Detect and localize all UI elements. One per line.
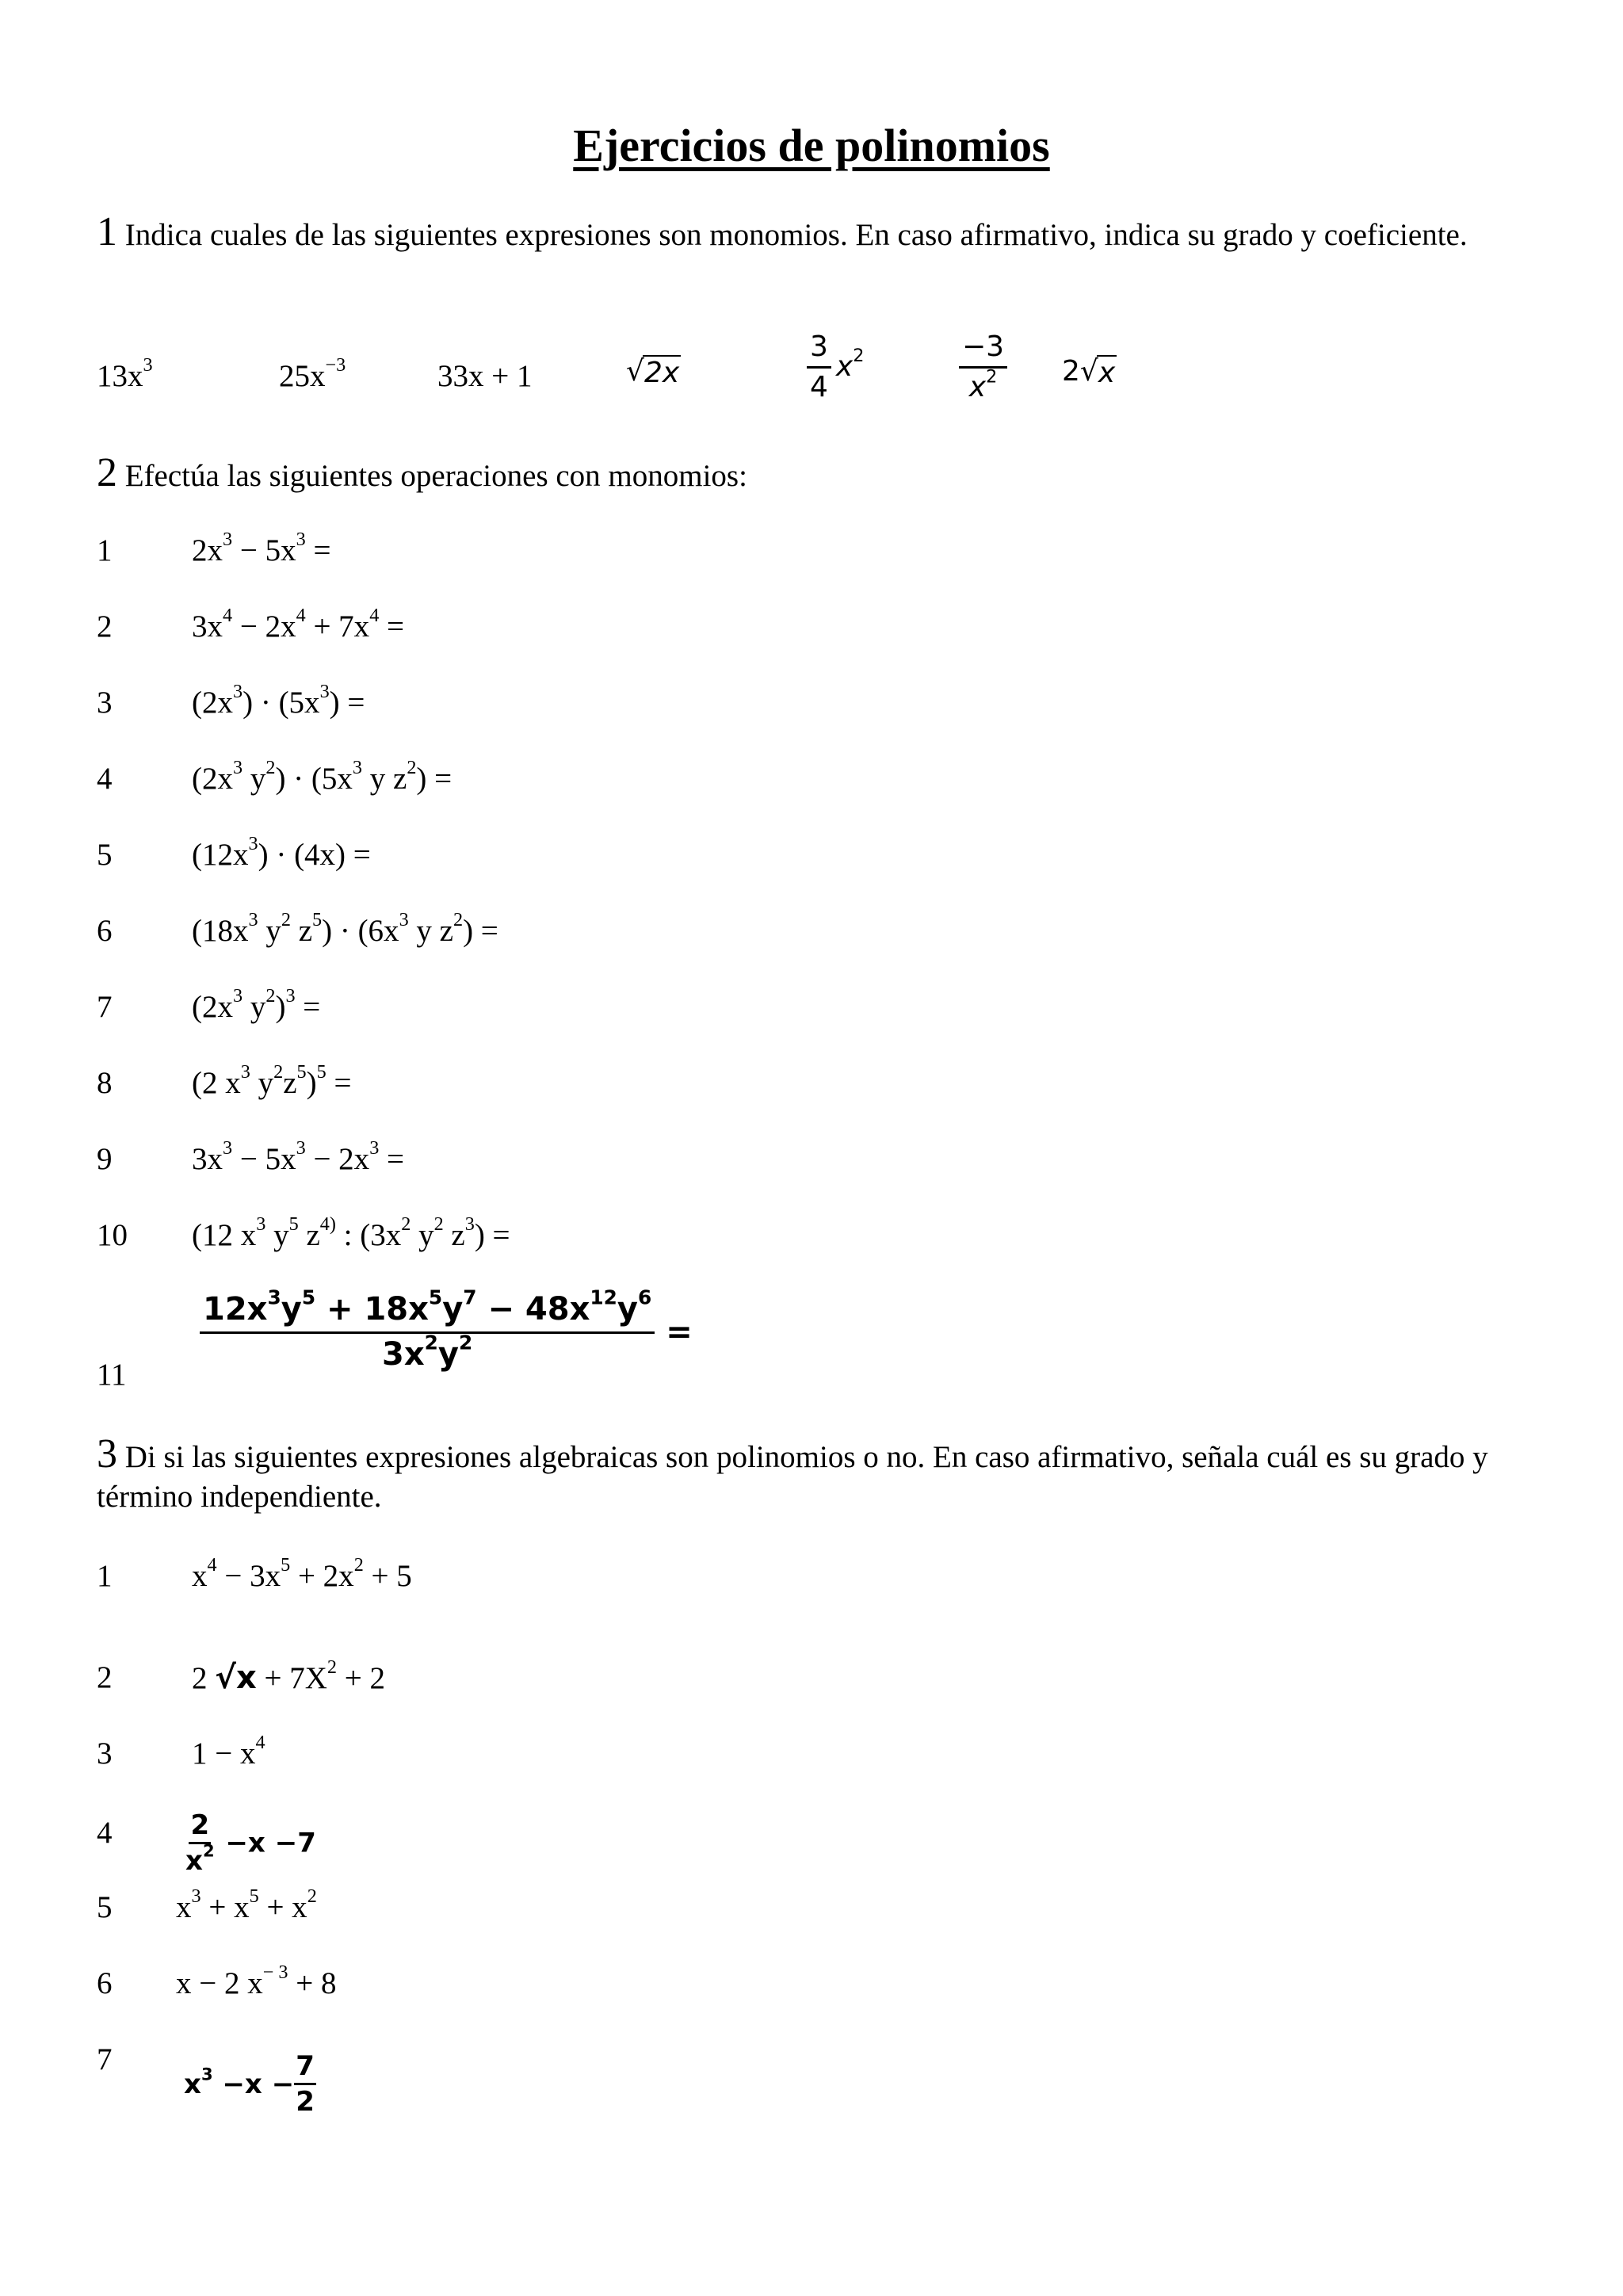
exercise-2-8-number: 8 (97, 1066, 113, 1100)
exercise-2-10: (12 $x^3$ $y^5$ $z^{4)}$ : ($3x^2$ $y^2$ $z^3$) = (192, 1213, 510, 1252)
exercise-3-5-number: 5 (97, 1890, 113, 1924)
exercise-2-2: $3x^4 - 2x^4 + 7x^4$ = (192, 605, 405, 644)
exercise-3-1-number: 1 (97, 1559, 113, 1593)
section-2-number: 2 (97, 450, 117, 495)
exercise-3-4-number: 4 (97, 1816, 113, 1850)
exercise-2-5-number: 5 (97, 838, 113, 872)
monomial-candidate-6: $\frac{-3}{x^2}$ (959, 333, 1007, 402)
section-2-instruction (97, 450, 1523, 496)
monomial-candidate-7: 2 √ x (1062, 355, 1116, 389)
exercise-2-8: (2 $x^3$ $y^2z^5)^5$ = (192, 1061, 352, 1100)
exercise-2-7-number: 7 (97, 990, 113, 1024)
exercise-3-6: x − 2 $x^{- 3} + 8$ (176, 1962, 337, 2000)
monomial-candidate-1: $13x^3$ (97, 354, 153, 393)
monomial-candidate-4: √ 2x (626, 355, 680, 389)
exercise-3-7: $x^3 -x$ − $\frac{7}{2}$ (184, 2050, 315, 2118)
exercise-3-2: 2 $√x + 7X^2 + 2$ (192, 1656, 386, 1696)
exercise-2-5: $(12x^3) \cdot (4x)$ = (192, 833, 371, 872)
exercise-2-11-number: 11 (97, 1358, 127, 1392)
exercise-2-10-number: 10 (97, 1218, 128, 1252)
exercise-3-6-number: 6 (97, 1966, 113, 2000)
exercise-2-2-number: 2 (97, 609, 113, 644)
monomial-candidate-5: $\frac{3}{4}$ $x^2$ (807, 333, 864, 402)
monomial-candidate-2: $25x^{-3}$ (279, 354, 346, 393)
section-3-number: 3 (97, 1431, 117, 1477)
page-title: Ejercicios de polinomios (573, 120, 1050, 171)
exercise-3-1: $x^4 - 3x^5 + 2x^2 + 5$ (192, 1554, 412, 1593)
exercise-3-3: $1 - x^4$ (192, 1732, 265, 1771)
exercise-3-2-number: 2 (97, 1660, 113, 1694)
monomial-candidate-3: 33x + 1 (437, 359, 533, 393)
exercise-3-7-number: 7 (97, 2042, 113, 2076)
exercise-3-3-number: 3 (97, 1736, 113, 1771)
exercise-2-4-number: 4 (97, 762, 113, 796)
sqrt-icon: √ (215, 1660, 236, 1696)
exercise-3-5: $x^3 + x^5 + x^2$ (176, 1885, 317, 1924)
section-3-text: Di si las siguientes expresiones algebraicas son polinomios o no. En caso afirmativo, señala cuál es su grado y término independiente. (97, 1440, 1488, 1514)
exercise-2-3: $(2x^3) \cdot (5x^3)$ = (192, 681, 365, 720)
section-3-instruction (97, 1431, 1563, 1517)
exercise-3-4: $\frac{2}{x^2}$ −x −7 (185, 1809, 316, 1877)
section-2-text: Efectúa las siguientes operaciones con monomios: (124, 459, 747, 493)
exercise-2-6-number: 6 (97, 914, 113, 948)
sqrt-icon: √ (1079, 355, 1098, 388)
exercise-2-7: ($2x^3$ $y^2)^3$ = (192, 985, 321, 1024)
sqrt-icon: √ (626, 355, 644, 388)
section-1-instruction (97, 209, 1523, 255)
exercise-2-1-number: 1 (97, 533, 113, 567)
section-1-text: Indica cuales de las siguientes expresiones son monomios. En caso afirmativo, indica su grado y coeficiente. (124, 218, 1468, 252)
exercise-2-4: ($2x^3$ $y^2) \cdot (5x^3$ y $z^2$) = (192, 757, 453, 796)
exercise-2-6: ($18x^3$ $y^2$ $z^5) \cdot (6x^3$ y $z^2$) = (192, 909, 498, 948)
exercise-2-11: $\frac{12x^3y^5 + 18x^5y^7 - 48x^{12}y^6}{3x^2y^2}$ = (200, 1293, 693, 1370)
exercise-2-3-number: 3 (97, 686, 113, 720)
section-1-number: 1 (97, 209, 117, 254)
exercise-2-9-number: 9 (97, 1142, 113, 1176)
exercise-2-9: $3x^3 - 5x^3 - 2x^3$ = (192, 1137, 405, 1176)
exercise-2-1: $2x^3 - 5x^3$ = (192, 529, 331, 567)
